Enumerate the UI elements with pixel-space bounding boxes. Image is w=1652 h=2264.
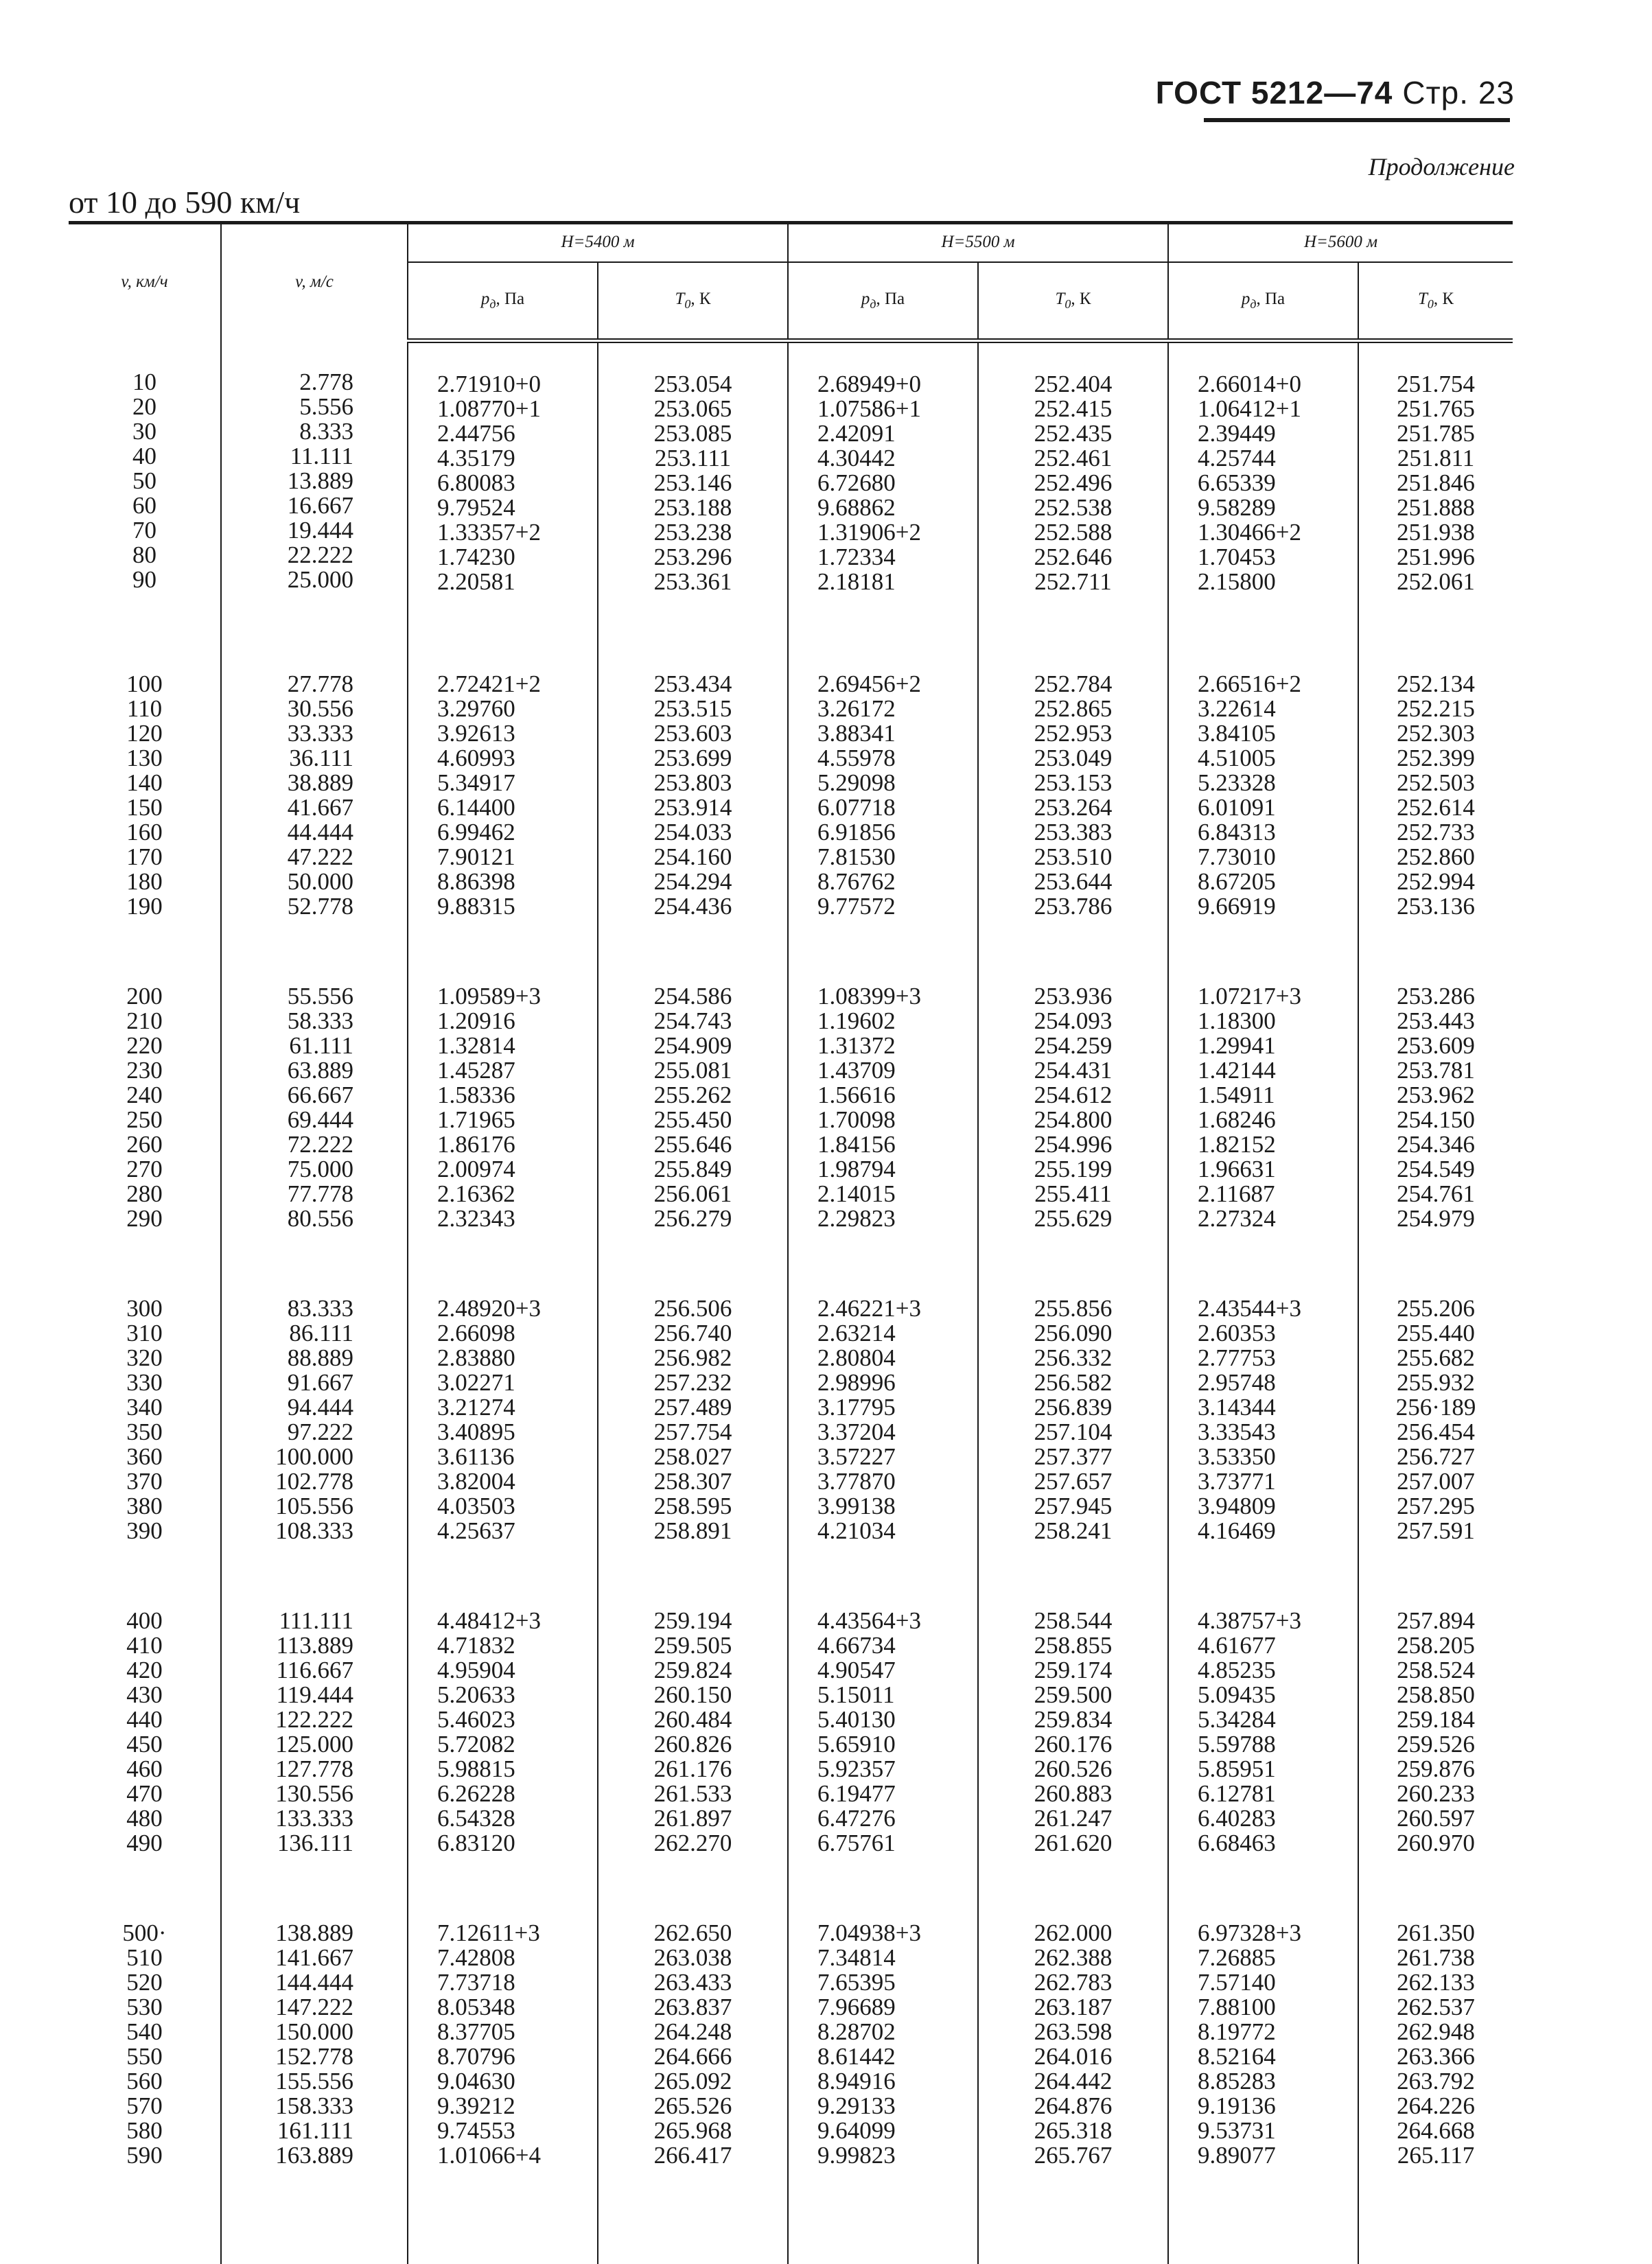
cell-g5600-p: 1.07217+3 1.18300 1.29941 1.42144 1.54911 1.68246 1.82152 1.96631 2.11687 2.27324 [1168, 955, 1358, 1268]
cell-v-kmh: 200 210 220 230 240 250 260 270 280 290 [69, 955, 221, 1268]
table-block [69, 341, 1513, 644]
cell-g5400-p: 7.12611+3 7.42808 7.73718 8.05348 8.37705 8.70796 9.04630 9.39212 9.74553 1.01066+4 [408, 1892, 598, 2264]
cell-g5400-t: 253.434 253.515 253.603 253.699 253.803 253.914 254.033 254.160 254.294 254.436 [598, 643, 788, 955]
cell-g5600-t: 251.754 251.765 251.785 251.811 251.846 251.888 251.938 251.996 252.061 [1358, 341, 1513, 644]
cell-g5500-t: 255.856 256.090 256.332 256.582 256.839 257.104 257.377 257.657 257.945 258.241 [978, 1268, 1168, 1580]
table-block [69, 1580, 1513, 1892]
cell-g5600-p: 2.66014+0 1.06412+1 2.39449 4.25744 6.65339 9.58289 1.30466+2 1.70453 2.15800 [1168, 341, 1358, 644]
table-block [69, 1892, 1513, 2264]
cell-g5600-p: 2.66516+2 3.22614 3.84105 4.51005 5.23328 6.01091 6.84313 7.73010 8.67205 9.66919 [1168, 643, 1358, 955]
cell-g5500-p: 1.08399+3 1.19602 1.31372 1.43709 1.56616 1.70098 1.84156 1.98794 2.14015 2.29823 [788, 955, 978, 1268]
header-p-5500: $p_д$, Па [788, 262, 978, 341]
cell-g5400-p: 4.48412+3 4.71832 4.95904 5.20633 5.46023 5.72082 5.98815 6.26228 6.54328 6.83120 [408, 1580, 598, 1892]
cell-g5500-t: 252.784 252.865 252.953 253.049 253.153 253.264 253.383 253.510 253.644 253.786 [978, 643, 1168, 955]
cell-g5600-t: 257.894 258.205 258.524 258.850 259.184 259.526 259.876 260.233 260.597 260.970 [1358, 1580, 1513, 1892]
cell-v-ms: 55.556 58.333 61.111 63.889 66.667 69.444 72.222 75.000 77.778 80.556 [221, 955, 408, 1268]
cell-g5500-p: 7.04938+3 7.34814 7.65395 7.96689 8.28702 8.61442 8.94916 9.29133 9.64099 9.99823 [788, 1892, 978, 2264]
cell-g5600-t: 261.350 261.738 262.133 262.537 262.948 263.366 263.792 264.226 264.668 265.117 [1358, 1892, 1513, 2264]
cell-g5600-p: 6.97328+3 7.26885 7.57140 7.88100 8.19772 8.52164 8.85283 9.19136 9.53731 9.89077 [1168, 1892, 1358, 2264]
cell-v-kmh: 300 310 320 330 340 350 360 370 380 390 [69, 1268, 221, 1580]
header-underline [1204, 118, 1510, 122]
cell-v-ms: 27.778 30.556 33.333 36.111 38.889 41.667 44.444 47.222 50.000 52.778 [221, 643, 408, 955]
table-block [69, 643, 1513, 955]
header-t-5400: $T_0$, К [598, 262, 788, 341]
cell-g5500-t: 252.404 252.415 252.435 252.461 252.496 252.538 252.588 252.646 252.711 [978, 341, 1168, 644]
table-block [69, 1268, 1513, 1580]
cell-g5400-p: 1.09589+3 1.20916 1.32814 1.45287 1.58336 1.71965 1.86176 2.00974 2.16362 2.32343 [408, 955, 598, 1268]
header-t-5500: $T_0$, К [978, 262, 1168, 341]
continuation-label: Продолжение [1369, 152, 1515, 181]
cell-v-ms: 83.333 86.111 88.889 91.667 94.444 97.222 100.000 102.778 105.556 108.333 [221, 1268, 408, 1580]
cell-v-ms: 2.778 5.556 8.333 11.111 13.889 16.667 19.444 22.222 25.000 [221, 341, 408, 644]
cell-g5500-p: 2.46221+3 2.63214 2.80804 2.98996 3.17795 3.37204 3.57227 3.77870 3.99138 4.21034 [788, 1268, 978, 1580]
cell-g5500-p: 2.69456+2 3.26172 3.88341 4.55978 5.29098 6.07718 6.91856 7.81530 8.76762 9.77572 [788, 643, 978, 955]
cell-g5600-p: 4.38757+3 4.61677 4.85235 5.09435 5.34284 5.59788 5.85951 6.12781 6.40283 6.68463 [1168, 1580, 1358, 1892]
speed-range-label: от 10 до 590 км/ч [69, 184, 300, 220]
cell-g5600-t: 253.286 253.443 253.609 253.781 253.962 254.150 254.346 254.549 254.761 254.979 [1358, 955, 1513, 1268]
group-h5400: H=5400 м [408, 223, 788, 262]
cell-g5600-t: 255.206 255.440 255.682 255.932 256·189 256.454 256.727 257.007 257.295 257.591 [1358, 1268, 1513, 1580]
cell-g5600-p: 2.43544+3 2.60353 2.77753 2.95748 3.14344 3.33543 3.53350 3.73771 3.94809 4.16469 [1168, 1268, 1358, 1580]
cell-v-kmh: 500· 510 520 530 540 550 560 570 580 590 [69, 1892, 221, 2264]
cell-v-ms: 138.889 141.667 144.444 147.222 150.000 152.778 155.556 158.333 161.111 163.889 [221, 1892, 408, 2264]
cell-g5500-p: 4.43564+3 4.66734 4.90547 5.15011 5.40130 5.65910 5.92357 6.19477 6.47276 6.75761 [788, 1580, 978, 1892]
cell-v-kmh: 10 20 30 40 50 60 70 80 90 [69, 341, 221, 644]
cell-g5400-t: 253.054 253.065 253.085 253.111 253.146 253.188 253.238 253.296 253.361 [598, 341, 788, 644]
page-header [1156, 74, 1515, 111]
cell-g5500-t: 253.936 254.093 254.259 254.431 254.612 254.800 254.996 255.199 255.411 255.629 [978, 955, 1168, 1268]
cell-v-ms: 111.111 113.889 116.667 119.444 122.222 125.000 127.778 130.556 133.333 136.111 [221, 1580, 408, 1892]
header-p-5600: $p_д$, Па [1168, 262, 1358, 341]
standard-number: ГОСТ 5212—74 [1156, 75, 1393, 110]
cell-g5400-p: 2.72421+2 3.29760 3.92613 4.60993 5.34917 6.14400 6.99462 7.90121 8.86398 9.88315 [408, 643, 598, 955]
cell-g5600-t: 252.134 252.215 252.303 252.399 252.503 252.614 252.733 252.860 252.994 253.136 [1358, 643, 1513, 955]
cell-v-kmh: 400 410 420 430 440 450 460 470 480 490 [69, 1580, 221, 1892]
group-h5600: H=5600 м [1168, 223, 1513, 262]
atmosphere-table [69, 223, 1513, 2264]
cell-g5400-t: 254.586 254.743 254.909 255.081 255.262 255.450 255.646 255.849 256.061 256.279 [598, 955, 788, 1268]
header-t-5600: $T_0$, К [1358, 262, 1513, 341]
table-block [69, 955, 1513, 1268]
header-p-5400: $p_д$, Па [408, 262, 598, 341]
cell-g5400-p: 2.48920+3 2.66098 2.83880 3.02271 3.21274 3.40895 3.61136 3.82004 4.03503 4.25637 [408, 1268, 598, 1580]
cell-g5400-p: 2.71910+0 1.08770+1 2.44756 4.35179 6.80083 9.79524 1.33357+2 1.74230 2.20581 [408, 341, 598, 644]
cell-g5500-t: 262.000 262.388 262.783 263.187 263.598 264.016 264.442 264.876 265.318 265.767 [978, 1892, 1168, 2264]
page-number: Стр. 23 [1402, 75, 1515, 110]
cell-g5400-t: 262.650 263.038 263.433 263.837 264.248 264.666 265.092 265.526 265.968 266.417 [598, 1892, 788, 2264]
cell-g5500-p: 2.68949+0 1.07586+1 2.42091 4.30442 6.72680 9.68862 1.31906+2 1.72334 2.18181 [788, 341, 978, 644]
table-body [69, 341, 1513, 2264]
header-v-ms: v, м/с [221, 223, 408, 341]
cell-g5400-t: 259.194 259.505 259.824 260.150 260.484 260.826 261.176 261.533 261.897 262.270 [598, 1580, 788, 1892]
group-h5500: H=5500 м [788, 223, 1168, 262]
cell-v-kmh: 100 110 120 130 140 150 160 170 180 190 [69, 643, 221, 955]
header-v-kmh: v, км/ч [69, 223, 221, 341]
cell-g5400-t: 256.506 256.740 256.982 257.232 257.489 257.754 258.027 258.307 258.595 258.891 [598, 1268, 788, 1580]
cell-g5500-t: 258.544 258.855 259.174 259.500 259.834 260.176 260.526 260.883 261.247 261.620 [978, 1580, 1168, 1892]
